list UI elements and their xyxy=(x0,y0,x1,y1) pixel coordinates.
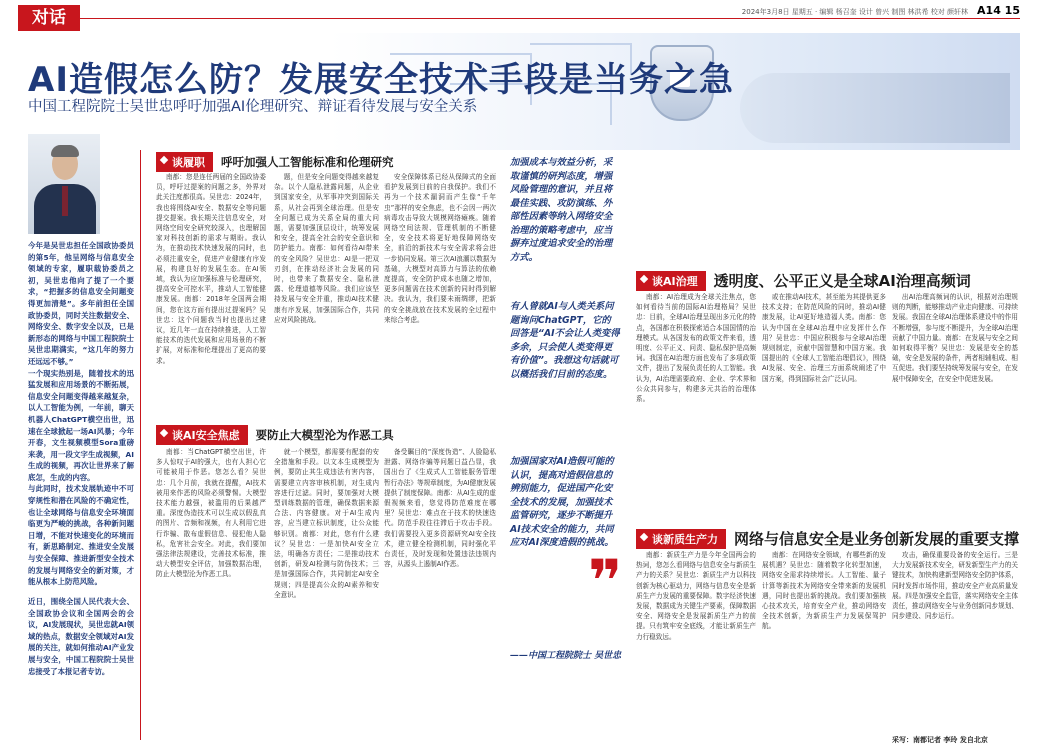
intro-paragraph: 一个现实热别是，随着技术的迅猛发展和应用场景的不断拓展，信息安全问题变得越来越复杂，以人工智能为例，一年前，聊天机器人ChatGPT横空出世，迅速在全球掀起一场AI风暴；今年开春，文生视频模型Sora重磅来袭，用一段文字生成视频，AI生成的视频，再次让世界来了解底怎，生成的内容。 xyxy=(28,368,134,482)
article-column xyxy=(762,292,886,502)
section-badge: 对话 xyxy=(18,5,80,31)
section-tag: 谈AI治理 xyxy=(636,271,706,291)
header-rule xyxy=(80,18,1020,19)
article-column xyxy=(636,550,756,740)
article-column xyxy=(892,550,1018,732)
section-heading-duty xyxy=(156,152,394,172)
robot-hand-image xyxy=(740,73,1010,143)
section-heading-new-productivity xyxy=(636,528,1019,549)
article-column xyxy=(156,447,266,743)
article-paragraph: 南都：当ChatGPT横空出世，许多人惊叹于AI的强大，也有人担心它可能被用于作恶。您怎么看？吴世忠：几个月前，我就在提醒，AI技术被用来作恶的风险必须警惕。大模型技术能力越强，被滥用的后果越严重。深度伪造技术可以生成以假乱真的图片、音频和视频，有人利用它进行诈骗、散布虚假信息、侵犯他人隐私，危害社会安全。对此，我们要加强法律法规建设，完善技术标准，推动大模型安全评估，加强数据治理，防止大模型沦为作恶工具。 xyxy=(156,448,266,579)
article-paragraph: 或在推动AI技术，甚至能为其提供更多技术支持；在防范风险的同时，推动AI健康发展，让AI更好地造福人类。南都：您认为中国在全球AI治理中应发挥什么作用？吴世忠：中国应积极参与全球AI治理规则制定，贡献中国智慧和中国方案。我国提出的《全球人工智能治理倡议》，围绕AI发展、安全、治理三方面系统阐述了中国方案，得到国际社会广泛认同。 xyxy=(762,293,886,383)
section-title: 呼吁加强人工智能标准和伦理研究 xyxy=(221,155,394,169)
section-title: 透明度、公平正义是全球AI治理高频词 xyxy=(713,272,971,290)
pull-quote: 加强成本与效益分析，采取谨慎的研判态度，增强风险管理的意识，并且将最佳实践、攻防演练、外部性因素等纳入网络安全治理的策略考虑中，应当摒弃过度追求安全的治理方式。 xyxy=(510,157,613,263)
quote-mark-icon: ❞ xyxy=(588,547,623,615)
portrait-photo xyxy=(28,134,100,234)
header-meta: 2024年3月8日 星期五 · 编辑 杨召奎 设计 曾兴 制图 林洪希 校对 颜轩林 xyxy=(741,8,968,16)
subheadline: 中国工程院院士吴世忠呼吁加强AI伦理研究、辩证看待发展与安全关系 xyxy=(28,99,478,115)
article-paragraph: 出AI治理高频词的认识，根据对治理规则的判断，能够推动产业走向健康、可持续发展。我国在全球AI治理体系建设中的作用不断增强，参与度不断提升，为全球AI治理贡献了中国力量。南都：在发展与安全之间如何取得平衡？吴世忠：发展是安全的基础，安全是发展的条件，两者相辅相成、相互促进。我们要坚持统筹发展与安全，在发展中保障安全，在安全中促进发展。 xyxy=(892,293,1018,383)
pull-quote: 加强国家对AI造假可能的认识，提高对造假信息的辨别能力，促进国产化安全技术的发展，加强技术监管研究，逐步不断提升AI技术安全的能力，共同应对AI深度造假的挑战。 xyxy=(510,456,614,548)
page-number: A14 15 xyxy=(977,4,1020,17)
section-tag: 谈履职 xyxy=(156,152,213,172)
article-paragraph: 题，但是安全问题变得越来越复杂。以个人隐私泄露问题，从企业到国家安全，从军事冲突到国际关系，从社会再到全球治理。但是安全问题已成为关系全局的重大问题，需要加强顶层设计，统筹发展和安全，提高全社会的安全意识和防护能力。南都：如何看待AI带来的安全风险？吴世忠：AI是一把双刃剑，在推动经济社会发展的同时，也带来了数据安全、隐私泄露、伦理道德等风险。我们应该坚持发展与安全并重，推动AI技术健康有序发展，加强国际合作，共同应对风险挑战。 xyxy=(274,173,379,324)
article-paragraph: 南都：新质生产力是今年全国两会的热词，您怎么看网络与信息安全与新质生产力的关系？吴世忠：新质生产力以科技创新为核心驱动力，网络与信息安全是新质生产力发展的重要保障。数字经济快速发展，数据成为关键生产要素，保障数据安全、网络安全是发展新质生产力的前提。只有筑牢安全底线，才能让新质生产力行稳致远。 xyxy=(636,551,756,641)
article-paragraph: 安全保障体系已经从保障式的全面看护发展到目前的自我保护。我们不再为一个技术漏洞而产生像“千年虫”那样的安全焦虑，也不会因一两次病毒攻击导致大规模网络瘫痪。随着网络空间法规、管理机制的不断健全，安全技术将更好地保障网络安全，前沿的新技术与安全需求将会进一步协同发展。第三次AI浪潮以数据为基础，大模型对高算力与算法的依赖度提高，安全防护成本也随之增加，更多问题需在技术创新的同时得到解决。我认为，我们要未雨绸缪，把新的安全挑战放在技术发展的全过程中来综合考虑。 xyxy=(384,173,496,324)
article-column xyxy=(384,447,496,743)
byline: 采写：南都记者 李玲 发自北京 xyxy=(892,736,988,744)
column-divider xyxy=(140,150,141,740)
article-column xyxy=(156,172,266,418)
article-column xyxy=(892,292,1018,502)
section-title: 要防止大模型沦为作恶工具 xyxy=(255,428,394,442)
intro-closing: 近日，围绕全国人民代表大会、全国政协会议和全国两会的会议，AI发展现状，吴世忠就AI领域的热点，数据安全领域对AI发展的关注，就如何推动AI产业发展与安全，中国工程院院士吴世忠接受了本报记者专访。 xyxy=(28,597,134,676)
article-paragraph: 南都：您是连任两届的全国政协委员，呼吁过提案的问题之多，外界对此关注度都很高。吴世忠：2024年，我也将围绕AI安全、数据安全等问题提交提案。我长期关注信息安全，对网络空间安全研究较深入，也理解国家对科技创新的需求与期盼。我认为，在推动技术快速发展的同时，也必须注重安全，促进产业健康有序发展，构建良好的发展生态。在AI领域，我认为应加强标准与伦理研究，提高安全可控水平，推动人工智能健康发展。南都：2018年全国两会期间，您在这方面有提出过提案吗？吴世忠：这个问题我当时也提出过建议，近几年一直在持续推进，人工智能技术的迭代发展和应用场景的不断扩展，对标准和伦理提出了更高的要求。 xyxy=(156,173,266,365)
intro-paragraph: 与此同时，技术发展轨迹中不可穿规性和潜在风险的不确定性，也让全球网络与信息安全环境面临更为严峻的挑战，各种新问题日增，不能对快速变化的环境而有，新思路制定、推进安全发展与安全保障、推进新型安全技术的发展与网络安全的新对策，才能从根本上防范风险。 xyxy=(28,484,134,587)
section-tag: 谈新质生产力 xyxy=(636,529,726,549)
intro-paragraph: 今年是吴世忠担任全国政协委员的第5年，他呈网络与信息安全领域的专家，履职载协委员之初，吴世忠他向了提了一个要求，“把握多的信息安全问题变得更加清楚”。多年前担任全国政协委员，同时关注数据安全、网络安全、数字安全以及，已是新形态的网络与中国工程院院士吴世忠期满实，“这几年的努力还远远不够。” xyxy=(28,241,134,366)
article-column xyxy=(636,292,756,502)
article-paragraph: 就一个模型，都需要有配套的安全措施和手段。以文本生成模型为例，要防止其生成违法有害内容，需要建立内容审核机制，对生成内容进行过滤。同时，要加强对大模型训练数据的管理，确保数据来源合法、内容健康。对于AI生成内容，应当建立标识制度，让公众能够识别。南都：对此，您有什么建议？吴世忠：一是加快AI安全立法，明确各方责任；二是推动技术创新，研发AI检测与防伪技术；三是加强国际合作，共同制定AI安全规则；四是提高公众的AI素养和安全意识。 xyxy=(274,448,379,599)
article-paragraph: 南都：在网络安全领域，有哪些新的发展机遇？吴世忠：随着数字化转型加速，网络安全需求持续增长。人工智能、量子计算等新技术为网络安全带来新的发展机遇，同时也提出新的挑战。我们要加强核心技术攻关，培育安全产业，推动网络安全技术创新，为新质生产力发展保驾护航。 xyxy=(762,551,886,631)
article-paragraph: 备受瞩目的“深度伪造”、人脸隐私泄露、网络诈骗等问题日益凸显，我国出台了《生成式人工智能服务管理暂行办法》等规章制度，为AI健康发展提供了制度保障。南都：从AI生成的虚假视频来看，您觉得防范难度在哪里？吴世忠：难点在于技术的快速迭代。防范手段往往滞后于攻击手段。我们需要投入更多资源研究AI安全技术，建立健全检测机制，同时强化平台责任，及时发现和处置违法违规内容，从源头上遏制AI作恶。 xyxy=(384,448,496,569)
section-heading-ai-governance xyxy=(636,270,971,291)
section-heading-ai-anxiety xyxy=(156,425,394,445)
pull-quote: 有人曾就AI与人类关系问题询问ChatGPT，它的回答是“AI不会让人类变得多余，只会使人类变得更有价值”。我想这句话就可以概括我们目前的态度。 xyxy=(510,301,620,380)
section-tag: 谈AI安全焦虑 xyxy=(156,425,248,445)
pull-quote-signature: ——中国工程院院士 吴世忠 xyxy=(510,651,622,661)
article-paragraph: 攻击，确保重要设备的安全运行。三是大力发展新技术安全，研发新型生产力的关键技术，加快构建新型网络安全防护体系，同时发挥市场作用，推动安全产业高质量发展。四是加强安全监管，落实网络安全主体责任，推动网络安全与业务创新同步规划、同步建设、同步运行。 xyxy=(892,551,1018,621)
article-column xyxy=(384,172,496,418)
article-column xyxy=(762,550,886,740)
article-column xyxy=(274,172,379,418)
section-title: 网络与信息安全是业务创新发展的重要支撑 xyxy=(734,530,1020,548)
article-paragraph: 南都：AI治理成为全球关注焦点，您如何看待当前的国际AI治理格局？吴世忠：目前，全球AI治理呈现出多元化的特点，各国都在积极探索适合本国国情的治理模式。从各国发布的政策文件来看，透明度、公平正义、问责、隐私保护是高频词。我国在AI治理方面也发布了多项政策文件，提出了发展负责任的人工智能。我认为，AI治理需要政府、企业、学术界和公众共同参与，构建多元共治的治理体系。 xyxy=(636,293,756,404)
article-column xyxy=(274,447,379,743)
headline: AI造假怎么防？发展安全技术手段是当务之急 xyxy=(28,60,734,100)
intro-text xyxy=(28,240,134,588)
